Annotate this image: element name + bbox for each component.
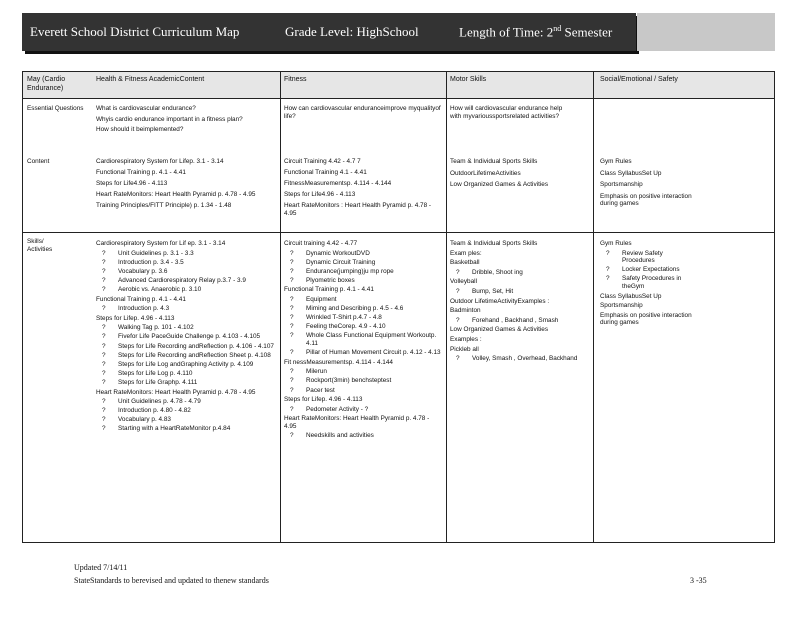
bullet-item bbox=[96, 425, 276, 433]
section-heading: Class SyllabusSet Up bbox=[600, 292, 662, 300]
bullet-text: Steps for Life Log andGraphing Activity p. 4.109 bbox=[118, 360, 254, 368]
bullet-icon: ? bbox=[102, 398, 106, 406]
bullet-icon: ? bbox=[102, 378, 106, 386]
fitness-essential-questions bbox=[284, 105, 442, 123]
text-line: How will cardiovascular endurance help with myvarioussportsrelated activities? bbox=[450, 105, 563, 120]
bullet-item bbox=[96, 333, 276, 341]
row-label-content: Content bbox=[27, 158, 50, 165]
bullet-text: Introduction p. 4.80 - 4.82 bbox=[118, 407, 191, 415]
col-header-social: Social/Emotional / Safety bbox=[600, 76, 678, 83]
text-line: Pickleb all bbox=[450, 345, 479, 353]
bullet-item bbox=[96, 305, 276, 313]
bullet-text: Needskills and activities bbox=[306, 432, 374, 440]
text-line: Heart RateMonitors : Heart Health Pyramid p. 4.78 - 4.95 bbox=[284, 202, 432, 217]
bullet-icon: ? bbox=[606, 275, 610, 283]
bullet-icon: ? bbox=[290, 368, 294, 376]
district-title: Everett School District Curriculum Map bbox=[30, 24, 240, 39]
bullet-text: Plyometric boxes bbox=[306, 276, 355, 284]
bullet-item bbox=[450, 355, 588, 363]
bullet-icon: ? bbox=[102, 360, 106, 368]
text-line: Low Organized Games & Activities bbox=[450, 326, 549, 334]
bullet-icon: ? bbox=[290, 323, 294, 331]
section-heading: Gym Rules bbox=[600, 240, 632, 247]
bullet-item bbox=[284, 368, 442, 376]
bullet-item bbox=[96, 361, 276, 369]
text-line: OutdoorLifetimeActivities bbox=[450, 169, 521, 177]
bullet-item bbox=[284, 250, 442, 258]
standards-note: StateStandards to berevised and updated to thenew standards bbox=[74, 576, 269, 585]
bullet-item bbox=[284, 314, 442, 322]
bullet-icon: ? bbox=[290, 386, 294, 394]
bullet-item bbox=[284, 406, 442, 414]
col-header-health: Health & Fitness AcademicContent bbox=[96, 76, 205, 83]
section-heading: Basketball bbox=[450, 259, 480, 267]
header-bar bbox=[22, 13, 636, 51]
bullet-icon: ? bbox=[290, 432, 294, 440]
bullet-icon: ? bbox=[290, 258, 294, 266]
bullet-icon: ? bbox=[102, 416, 106, 424]
bullet-item bbox=[284, 377, 442, 385]
bullet-item bbox=[450, 269, 588, 277]
section-heading: Steps for Lifep. 4.96 - 4.113 bbox=[96, 314, 175, 322]
bullet-item bbox=[96, 416, 276, 424]
bullet-item bbox=[96, 324, 276, 332]
bullet-item bbox=[284, 268, 442, 276]
header-gray-box bbox=[637, 13, 775, 51]
bullet-text: Aerobic vs. Anaerobic p. 3.10 bbox=[118, 285, 202, 293]
bullet-icon: ? bbox=[102, 258, 106, 266]
bullet-item bbox=[96, 286, 276, 294]
bullet-text: Introduction p. 3.4 - 3.5 bbox=[118, 258, 184, 266]
text-line: Steps for Life4.96 - 4.113 bbox=[96, 180, 168, 188]
text-line: Class SyllabusSet Up bbox=[600, 169, 662, 177]
page-number: 3 -35 bbox=[690, 576, 707, 585]
bullet-icon: ? bbox=[102, 425, 106, 433]
bullet-item bbox=[284, 277, 442, 285]
text-line: What is cardiovascular endurance? bbox=[96, 105, 196, 112]
section-heading: Cardiorespiratory System for Lif ep. 3.1 - 3.14 bbox=[96, 240, 226, 247]
bullet-text: Dynamic WorkoutDVD bbox=[306, 249, 370, 257]
col-divider-4 bbox=[593, 72, 594, 542]
bullet-text: Feeling theCorep. 4.9 - 4.10 bbox=[306, 323, 386, 331]
bullet-text: Steps for Life Recording andReflection Sheet p. 4.108 bbox=[118, 351, 271, 359]
bullet-item bbox=[96, 398, 276, 406]
text-line: Heart RateMonitors: Heart Health Pyramid p. 4.78 - 4.95 bbox=[96, 191, 256, 199]
bullet-item bbox=[96, 379, 276, 387]
bullet-item bbox=[284, 259, 442, 267]
bullet-icon: ? bbox=[102, 285, 106, 293]
bullet-item bbox=[284, 305, 442, 313]
bullet-item bbox=[284, 323, 442, 331]
bullet-text: Unit Guidelines p. 3.1 - 3.3 bbox=[118, 249, 194, 257]
bullet-item bbox=[96, 250, 276, 258]
bullet-text: Walking Tag p. 101 - 4.102 bbox=[118, 324, 194, 332]
bullet-text: Volley, Smash , Overhead, Backhand bbox=[472, 355, 578, 363]
section-heading: Functional Training p. 4.1 - 4.41 bbox=[96, 295, 186, 303]
text-line: Training Principles/FITT Principle) p. 1.34 - 1.48 bbox=[96, 202, 232, 210]
bullet-icon: ? bbox=[290, 276, 294, 284]
bullet-icon: ? bbox=[290, 314, 294, 322]
bullet-text: Locker Expectations bbox=[622, 266, 680, 274]
bullet-text: Safety Procedures in theGym bbox=[622, 275, 682, 290]
section-heading: Sportsmanship bbox=[600, 302, 643, 310]
motor-skills bbox=[450, 238, 588, 364]
bullet-icon: ? bbox=[102, 351, 106, 359]
bullet-text: Whole Class Functional Equipment Workoutp. 4.11 bbox=[306, 332, 437, 348]
text-line: Emphasis on positive interaction during games bbox=[600, 192, 692, 208]
bullet-icon: ? bbox=[102, 407, 106, 415]
bullet-item bbox=[284, 387, 442, 395]
section-heading: Examples : bbox=[450, 335, 482, 343]
bullet-icon: ? bbox=[102, 305, 106, 313]
bullet-text: Introduction p. 4.3 bbox=[118, 305, 170, 313]
bullet-text: Forehand , Backhand , Smash bbox=[472, 316, 559, 324]
fitness-content bbox=[284, 158, 442, 221]
grade-level: Grade Level: HighSchool bbox=[285, 24, 419, 39]
bullet-item bbox=[600, 250, 695, 265]
section-heading: Circuit training 4.42 - 4.77 bbox=[284, 240, 358, 247]
bullet-text: Steps for Life Log p. 4.110 bbox=[118, 369, 193, 377]
bullet-icon: ? bbox=[606, 266, 610, 274]
updated-date: Updated 7/14/11 bbox=[74, 563, 128, 572]
bullet-text: Advanced Cardiorespiratory Relay p.3.7 - 3.9 bbox=[118, 276, 246, 284]
text-line: Low Organized Games & Activities bbox=[450, 181, 549, 189]
bullet-icon: ? bbox=[102, 267, 106, 275]
bullet-icon: ? bbox=[290, 349, 294, 357]
health-skills bbox=[96, 238, 276, 434]
bullet-item bbox=[96, 343, 276, 351]
bullet-text: Bump, Set, Hit bbox=[472, 287, 514, 295]
text-line: How should it beimplemented? bbox=[96, 126, 184, 134]
bullet-item bbox=[284, 349, 442, 357]
text-line: Sportsmanship bbox=[600, 181, 643, 189]
text-line: How can cardiovascular enduranceimprove myqualityof life? bbox=[284, 105, 441, 120]
text-line: Whyis cardio endurance important in a fitness plan? bbox=[96, 115, 243, 123]
bullet-text: Fivefor Life PaceGuide Challenge p. 4.103 - 4.105 bbox=[118, 333, 261, 341]
social-content bbox=[600, 158, 695, 212]
col-header-month: May (Cardio Endurance) bbox=[27, 76, 66, 92]
bullet-text: Wrinkled T-Shirt p.4.7 - 4.8 bbox=[306, 314, 382, 322]
bullet-item bbox=[96, 407, 276, 415]
bullet-text: Milerun bbox=[306, 368, 327, 376]
section-heading: Heart RateMonitors: Heart Health Pyramid p. 4.78 - 4.95 bbox=[284, 415, 430, 430]
bullet-item bbox=[450, 288, 588, 296]
bullet-icon: ? bbox=[456, 316, 460, 324]
bullet-icon: ? bbox=[456, 268, 460, 276]
section-heading: Steps for Lifep. 4.96 - 4.113 bbox=[284, 396, 363, 404]
text-line: Emphasis on positive interaction during games bbox=[600, 311, 692, 327]
bullet-text: Steps for Life Recording andReflection p. 4.106 - 4.107 bbox=[118, 342, 274, 350]
bullet-icon: ? bbox=[290, 332, 294, 340]
bullet-icon: ? bbox=[102, 342, 106, 350]
motor-essential-questions bbox=[450, 105, 570, 123]
fitness-skills bbox=[284, 238, 442, 442]
row-divider-skills bbox=[23, 232, 774, 233]
bullet-item bbox=[450, 317, 588, 325]
bullet-text: Dynamic Circuit Training bbox=[306, 258, 376, 266]
text-line: Functional Training 4.1 - 4.41 bbox=[284, 169, 367, 177]
motor-content bbox=[450, 158, 588, 193]
length-of-time: Length of Time: 2nd Semester bbox=[459, 24, 613, 40]
col-divider-2 bbox=[280, 72, 281, 542]
bullet-item bbox=[600, 266, 695, 274]
section-heading: Volleyball bbox=[450, 278, 478, 286]
bullet-text: Starting with a HeartRateMonitor p.4.84 bbox=[118, 425, 231, 433]
bullet-text: Vocabulary p. 4.83 bbox=[118, 416, 171, 424]
bullet-icon: ? bbox=[456, 355, 460, 363]
bullet-text: Steps for Life Graphp. 4.111 bbox=[118, 378, 198, 386]
bullet-text: Miming and Describing p. 4.5 - 4.6 bbox=[306, 305, 404, 313]
bullet-text: Pedometer Activity - ? bbox=[306, 405, 369, 413]
text-line: Circuit Training 4.42 - 4.7 7 bbox=[284, 158, 361, 165]
bullet-item bbox=[96, 370, 276, 378]
text-line: Exam ples: bbox=[450, 249, 482, 257]
bullet-item bbox=[284, 296, 442, 304]
row-label-essential: Essential Questions bbox=[27, 105, 84, 112]
bullet-icon: ? bbox=[290, 249, 294, 257]
bullet-text: Pacer test bbox=[306, 386, 335, 394]
section-heading: Outdoor LifetimeActivityExamples : bbox=[450, 297, 550, 305]
bullet-icon: ? bbox=[290, 305, 294, 313]
col-header-fitness: Fitness bbox=[284, 76, 307, 83]
curriculum-table bbox=[22, 71, 775, 543]
bullet-icon: ? bbox=[102, 276, 106, 284]
row-label-skills: Skills/ Activities bbox=[27, 238, 53, 253]
bullet-icon: ? bbox=[102, 249, 106, 257]
col-header-motor: Motor Skills bbox=[450, 76, 487, 83]
bullet-icon: ? bbox=[290, 405, 294, 413]
section-heading: Fit nessMeasurementsp. 4.114 - 4.144 bbox=[284, 358, 393, 366]
health-content bbox=[96, 158, 276, 213]
health-essential-questions bbox=[96, 105, 276, 137]
social-skills bbox=[600, 238, 695, 329]
bullet-icon: ? bbox=[290, 377, 294, 385]
bullet-item bbox=[96, 277, 276, 285]
bullet-item bbox=[600, 275, 695, 290]
bullet-item bbox=[96, 268, 276, 276]
col-divider-3 bbox=[446, 72, 447, 542]
bullet-icon: ? bbox=[290, 296, 294, 304]
bullet-icon: ? bbox=[102, 369, 106, 377]
section-heading: Badminton bbox=[450, 307, 481, 315]
bullet-item bbox=[96, 352, 276, 360]
bullet-text: Vocabulary p. 3.6 bbox=[118, 267, 168, 275]
bullet-text: Endurance(jumping)ju mp rope bbox=[306, 267, 394, 275]
bullet-icon: ? bbox=[102, 324, 106, 332]
bullet-icon: ? bbox=[456, 287, 460, 295]
text-line: Team & Individual Sports Skills bbox=[450, 158, 538, 165]
bullet-item bbox=[284, 332, 442, 347]
bullet-icon: ? bbox=[102, 333, 106, 341]
text-line: Team & Individual Sports Skills bbox=[450, 240, 538, 247]
bullet-icon: ? bbox=[606, 249, 610, 257]
text-line: Gym Rules bbox=[600, 158, 632, 165]
bullet-text: Equipment bbox=[306, 296, 337, 304]
bullet-text: Dribble, Shoot ing bbox=[472, 268, 523, 276]
text-line: Cardiorespiratory System for Lifep. 3.1 - 3.14 bbox=[96, 158, 224, 165]
bullet-text: Review Safety Procedures bbox=[622, 249, 663, 265]
bullet-item bbox=[284, 432, 442, 440]
text-line: FitnessMeasurementsp. 4.114 - 4.144 bbox=[284, 180, 392, 188]
section-heading: Heart RateMonitors: Heart Health Pyramid p. 4.78 - 4.95 bbox=[96, 388, 256, 396]
section-heading: Functional Training p. 4.1 - 4.41 bbox=[284, 286, 374, 294]
bullet-text: Pillar of Human Movement Circuit p. 4.12 - 4.13 bbox=[306, 349, 441, 357]
bullet-icon: ? bbox=[290, 267, 294, 275]
bullet-text: Unit Guidelines p. 4.78 - 4.79 bbox=[118, 398, 201, 406]
bullet-text: Rockport(3min) benchsteptest bbox=[306, 377, 392, 385]
text-line: Steps for Life4.96 - 4.113 bbox=[284, 191, 356, 199]
text-line: Functional Training p. 4.1 - 4.41 bbox=[96, 169, 186, 177]
bullet-item bbox=[96, 259, 276, 267]
